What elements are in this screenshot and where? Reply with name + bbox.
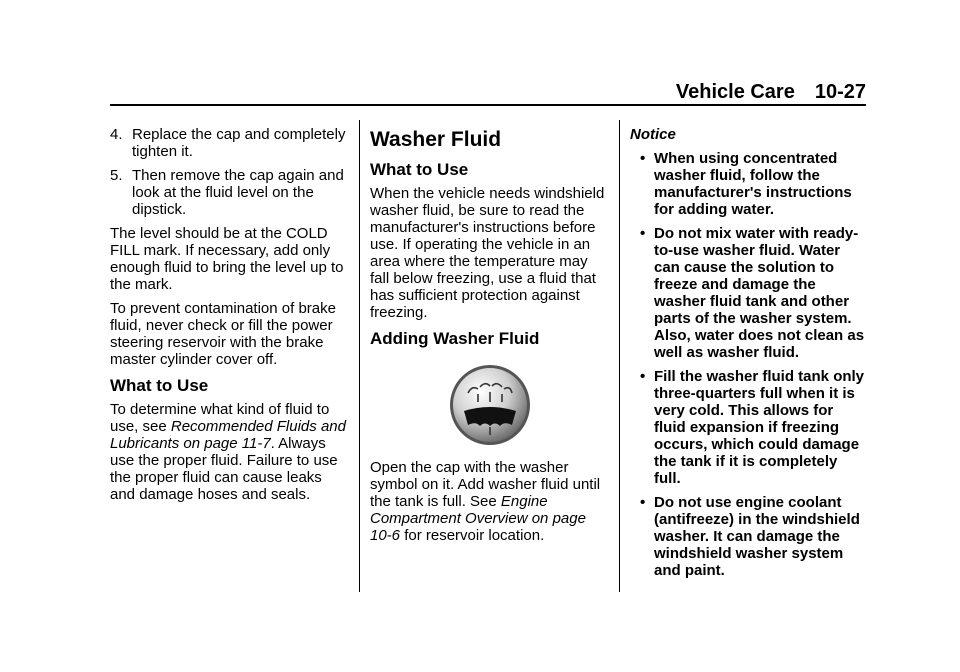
column-middle	[370, 126, 610, 551]
section-title: Vehicle Care	[675, 81, 795, 103]
cross-reference-link[interactable]: Recommended Fluids and Lubricants on page 11-7	[110, 418, 346, 452]
paragraph: To prevent contamination of brake fluid, never check or fill the power steering reservoir with the brake master cylinder cover off.	[110, 300, 336, 368]
column-divider	[359, 120, 360, 592]
notice-item: • Do not use engine coolant (antifreeze) in the windshield washer. It can damage the windshield washer system and paint.	[640, 494, 860, 579]
step-5: 5. Then remove the cap again and look at the fluid level on the dipstick.	[110, 167, 344, 218]
notice-item: • Do not mix water with ready-to-use washer fluid. Water can cause the solution to freeze and damage the washer fluid tank and other parts of the washer system. Also, water does not clean as well as washer fluid.	[640, 225, 865, 361]
page-header	[110, 82, 866, 102]
windshield-washer-symbol-icon	[370, 363, 610, 447]
bullet: •	[640, 494, 646, 511]
bullet: •	[640, 225, 646, 242]
cross-reference-link[interactable]: Engine Compartment Overview on page 10-6	[370, 493, 586, 544]
column-divider	[619, 120, 620, 592]
windshield-washer-symbol-icon	[448, 363, 532, 447]
bullet: •	[640, 368, 646, 385]
notice-heading: Notice	[630, 126, 676, 143]
bullet: •	[640, 150, 646, 167]
notice-item: • When using concentrated washer fluid, follow the manufacturer's instructions for adding water.	[640, 150, 852, 218]
notice-item: • Fill the washer fluid tank only three-quarters full when it is very cold. This allows for fluid expansion if freezing occurs, which could damage the tank if it is completely full.	[640, 368, 865, 487]
paragraph: The level should be at the COLD FILL mark. If necessary, add only enough fluid to bring the level up to the mark.	[110, 225, 344, 293]
column-left	[110, 126, 350, 510]
subheading-adding-washer-fluid: Adding Washer Fluid	[370, 329, 540, 348]
page-number: 10-27	[814, 81, 866, 103]
step-4: 4. Replace the cap and completely tighten it.	[110, 126, 346, 160]
subheading-what-to-use: What to Use	[370, 160, 469, 179]
subheading-what-to-use: What to Use	[110, 376, 209, 395]
paragraph: To determine what kind of fluid to use, see Recommended Fluids and Lubricants on page 11-7. Always use the proper fluid. Failure to use the proper fluid can cause leaks and damage hoses and seals.	[110, 401, 346, 503]
paragraph: Open the cap with the washer symbol on it. Add washer fluid until the tank is full. See Engine Compartment Overview on page 10-6 for reservoir location.	[370, 459, 601, 544]
header-rule	[110, 104, 866, 106]
column-right	[630, 126, 866, 586]
paragraph: When the vehicle needs windshield washer fluid, be sure to read the manufacturer's instructions before use. If operating the vehicle in an area where the temperature may fall below freezing, use a fluid that has sufficient protection against freezing.	[370, 185, 605, 321]
section-heading: Washer Fluid	[370, 128, 502, 151]
